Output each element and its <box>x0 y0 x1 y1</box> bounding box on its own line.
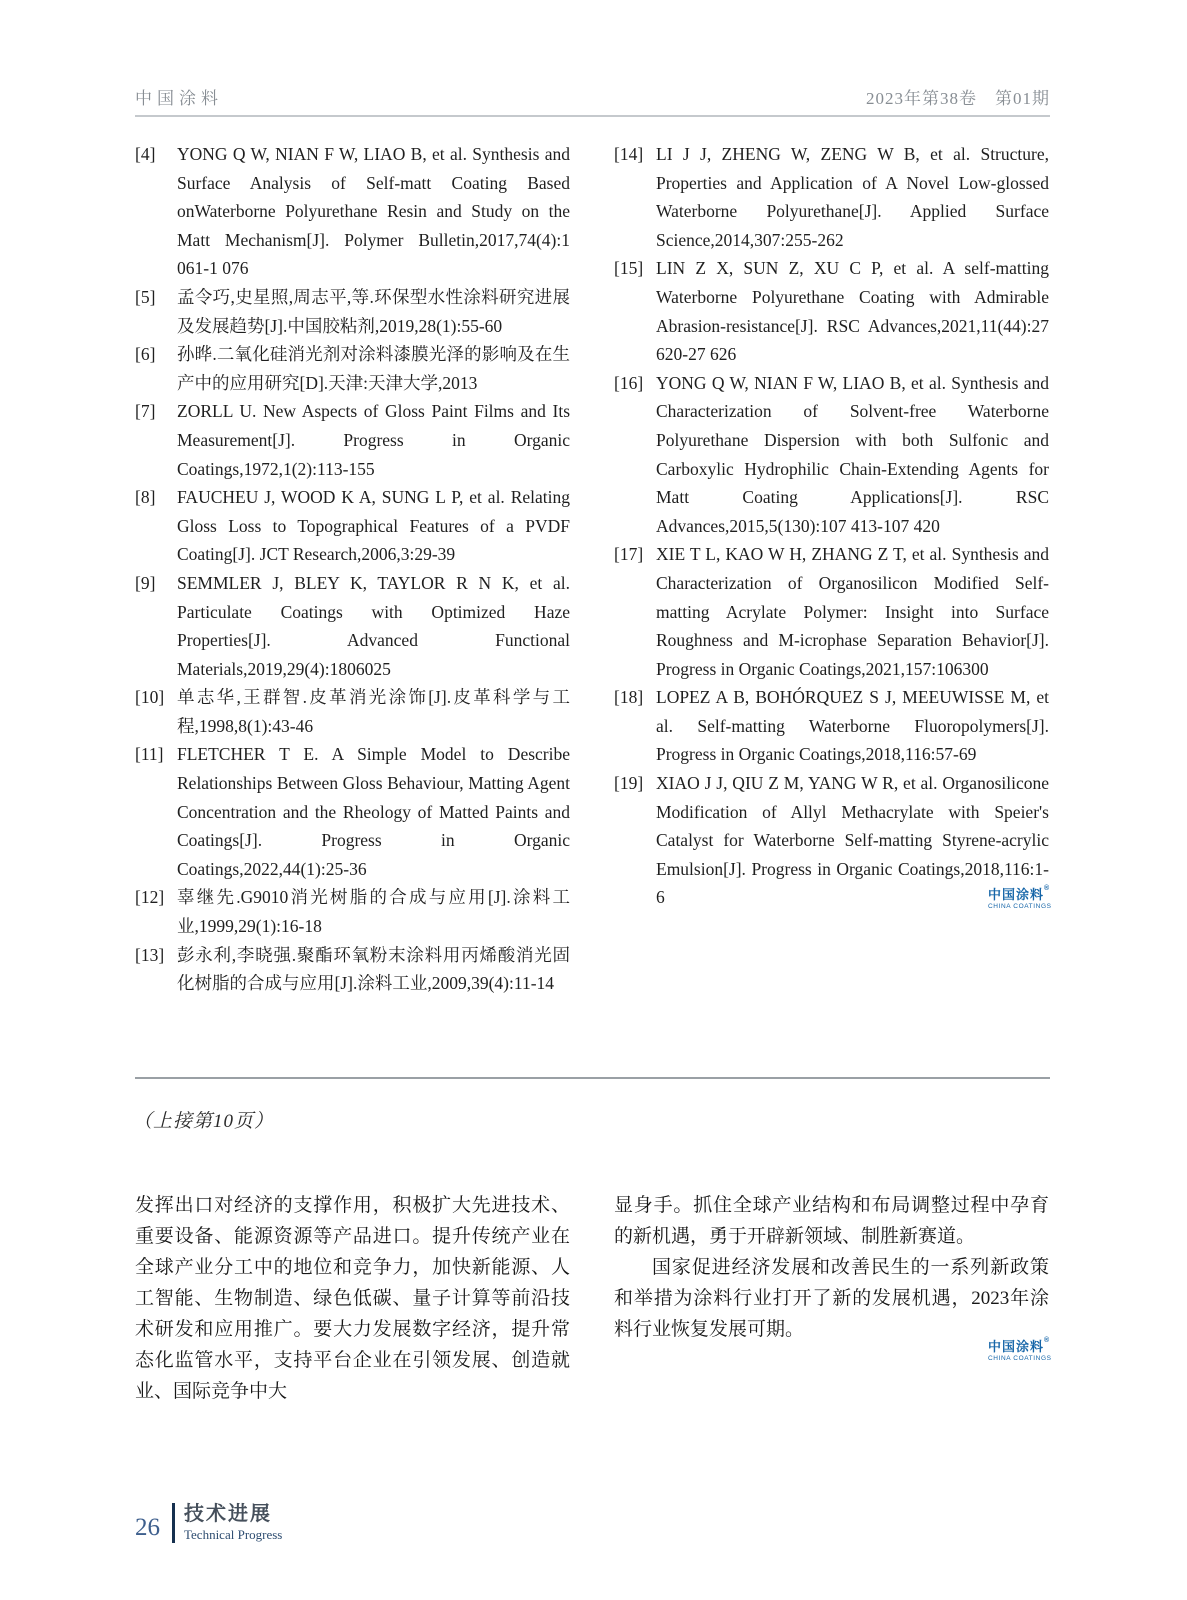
logo-cn-text: 中国涂料® <box>988 1337 1051 1354</box>
reference-text: YONG Q W, NIAN F W, LIAO B, et al. Synthesis and Characterization of Solvent-free Waterborne Polyurethane Dispersion with both Sulfonic and Carboxylic Hydrophilic Chain-Extending Agents for Matt Coating Applications[J]. RSC Advances,2015,5(130):107 413-107 420 <box>656 372 1049 536</box>
logo-en-text: CHINA COATINGS <box>988 903 1052 910</box>
reference-item <box>135 397 570 483</box>
section-title-cn: 技术进展 <box>184 1503 272 1526</box>
reference-text: SEMMLER J, BLEY K, TAYLOR R N K, et al. Particulate Coatings with Optimized Haze Properties[J]. Advanced Functional Materials,2019,29(4):1806025 <box>177 572 570 679</box>
reference-item <box>614 683 1049 769</box>
reference-number: [6] <box>135 344 156 365</box>
reference-text: XIAO J J, QIU Z M, YANG W R, et al. Organosilicone Modification of Allyl Methacrylate with Speier's Catalyst for Waterborne Self-matting Styrene-acrylic Emulsion[J]. Progress in Organic Coatings,2018,116:1-6 <box>656 773 1049 908</box>
reference-number: [18] <box>614 687 644 708</box>
journal-title: 中国涂料 <box>135 89 223 108</box>
footer-divider-bar <box>172 1503 175 1543</box>
china-coatings-logo <box>988 885 1058 911</box>
reference-item <box>135 569 570 683</box>
reference-text: 孙晔.二氧化硅消光剂对涂料漆膜光泽的影响及在生产中的应用研究[D].天津:天津大学,2013 <box>177 344 570 393</box>
reference-number: [12] <box>135 887 165 908</box>
reference-text: 孟令巧,史星照,周志平,等.环保型水性涂料研究进展及发展趋势[J].中国胶粘剂,2019,28(1):55-60 <box>177 286 570 336</box>
reference-number: [13] <box>135 944 165 965</box>
reference-item <box>614 254 1049 368</box>
china-coatings-logo <box>988 1337 1058 1363</box>
page-number: 26 <box>135 1514 160 1541</box>
section-title-en: Technical Progress <box>184 1527 283 1543</box>
continuation-paragraph: 国家促进经济发展和改善民生的一系列新政策和举措为涂料行业打开了新的发展机遇，2023年涂料行业恢复发展可期。 <box>614 1257 1049 1340</box>
continuation-right-column <box>614 1190 1049 1407</box>
reference-item <box>135 941 570 998</box>
reference-item <box>614 140 1049 254</box>
reference-text: FLETCHER T E. A Simple Model to Describe Relationships Between Gloss Behaviour, Matting Agent Concentration and the Rheology of Matted Paints and Coatings[J]. Progress in Organic Coatings,2022,44(1):25-36 <box>177 744 570 879</box>
reference-item <box>614 769 1049 912</box>
reference-text: XIE T L, KAO W H, ZHANG Z T, et al. Synthesis and Characterization of Organosilicon Modified Self-matting Acrylate Polymer: Insight into Surface Roughness and M-icrophase Separation Behavior[J]. Progress in Organic Coatings,2021,157:106300 <box>656 544 1049 679</box>
reference-text: LIN Z X, SUN Z, XU C P, et al. A self-matting Waterborne Polyurethane Coating with Admirable Abrasion-resistance[J]. RSC Advances,2021,11(44):27 620-27 626 <box>656 258 1049 365</box>
reference-text: ZORLL U. New Aspects of Gloss Paint Films and Its Measurement[J]. Progress in Organic Coatings,1972,1(2):113-155 <box>177 401 570 479</box>
logo-cn-text: 中国涂料® <box>988 885 1051 902</box>
references-left-column <box>135 140 570 998</box>
reference-number: [19] <box>614 773 644 794</box>
section-divider <box>135 1077 1050 1079</box>
reference-number: [16] <box>614 372 644 393</box>
reference-number: [7] <box>135 401 156 422</box>
reference-text: FAUCHEU J, WOOD K A, SUNG L P, et al. Relating Gloss Loss to Topographical Features of a PVDF Coating[J]. JCT Research,2006,3:29-39 <box>177 487 570 565</box>
reference-item <box>135 140 570 283</box>
continued-from-note: （上接第10页） <box>133 1111 275 1132</box>
continuation-paragraph: 显身手。抓住全球产业结构和布局调整过程中孕育的新机遇，勇于开辟新领域、制胜新赛道。 <box>614 1195 1049 1247</box>
reference-item <box>135 483 570 569</box>
reference-item <box>135 340 570 397</box>
reference-text: YONG Q W, NIAN F W, LIAO B, et al. Synthesis and Surface Analysis of Self-matt Coating Based onWaterborne Polyurethane Resin and Study on the Matt Mechanism[J]. Polymer Bulletin,2017,74(4):1 061-1 076 <box>177 144 570 279</box>
continuation-paragraph: 发挥出口对经济的支撑作用，积极扩大先进技术、重要设备、能源资源等产品进口。提升传统产业在全球产业分工中的地位和竞争力，加快新能源、人工智能、生物制造、绿色低碳、量子计算等前沿技术研发和应用推广。要大力发展数字经济，提升常态化监管水平，支持平台企业在引领发展、创造就业、国际竞争中大 <box>135 1195 570 1402</box>
issue-info: 2023年第38卷 第01期 <box>866 89 1050 108</box>
reference-item <box>135 283 570 340</box>
reference-number: [5] <box>135 286 156 307</box>
reference-item <box>614 540 1049 683</box>
reference-number: [15] <box>614 258 644 279</box>
continuation-left-column <box>135 1190 570 1407</box>
references-right-column <box>614 140 1049 998</box>
references-section <box>135 140 1050 998</box>
reference-item <box>614 369 1049 541</box>
reference-text: 彭永利,李晓强.聚酯环氧粉末涂料用丙烯酸消光固化树脂的合成与应用[J].涂料工业,2009,39(4):11-14 <box>177 944 570 994</box>
reference-number: [17] <box>614 544 644 565</box>
reference-text: 辜继先.G9010消光树脂的合成与应用[J].涂料工业,1999,29(1):16-18 <box>177 887 570 937</box>
continuation-section <box>135 1190 1050 1407</box>
reference-text: LOPEZ A B, BOHÓRQUEZ S J, MEEUWISSE M, et al. Self-matting Waterborne Fluoropolymers[J]. Progress in Organic Coatings,2018,116:57-69 <box>656 687 1049 765</box>
page-footer <box>135 1503 282 1543</box>
reference-number: [8] <box>135 487 156 508</box>
logo-en-text: CHINA COATINGS <box>988 1355 1052 1362</box>
reference-number: [4] <box>135 144 156 164</box>
reference-number: [10] <box>135 687 165 708</box>
registered-mark: ® <box>1044 885 1051 892</box>
reference-item <box>135 740 570 883</box>
page-header <box>135 84 1050 117</box>
reference-number: [11] <box>135 744 164 765</box>
reference-text: LI J J, ZHENG W, ZENG W B, et al. Structure, Properties and Application of A Novel Low-glossed Waterborne Polyurethane[J]. Applied Surface Science,2014,307:255-262 <box>656 144 1049 250</box>
reference-item <box>135 883 570 940</box>
registered-mark: ® <box>1044 1337 1051 1344</box>
reference-text: 单志华,王群智.皮革消光涂饰[J].皮革科学与工程,1998,8(1):43-46 <box>177 687 570 736</box>
reference-number: [9] <box>135 572 156 593</box>
reference-item <box>135 683 570 740</box>
reference-number: [14] <box>614 144 644 164</box>
footer-section <box>184 1503 282 1543</box>
